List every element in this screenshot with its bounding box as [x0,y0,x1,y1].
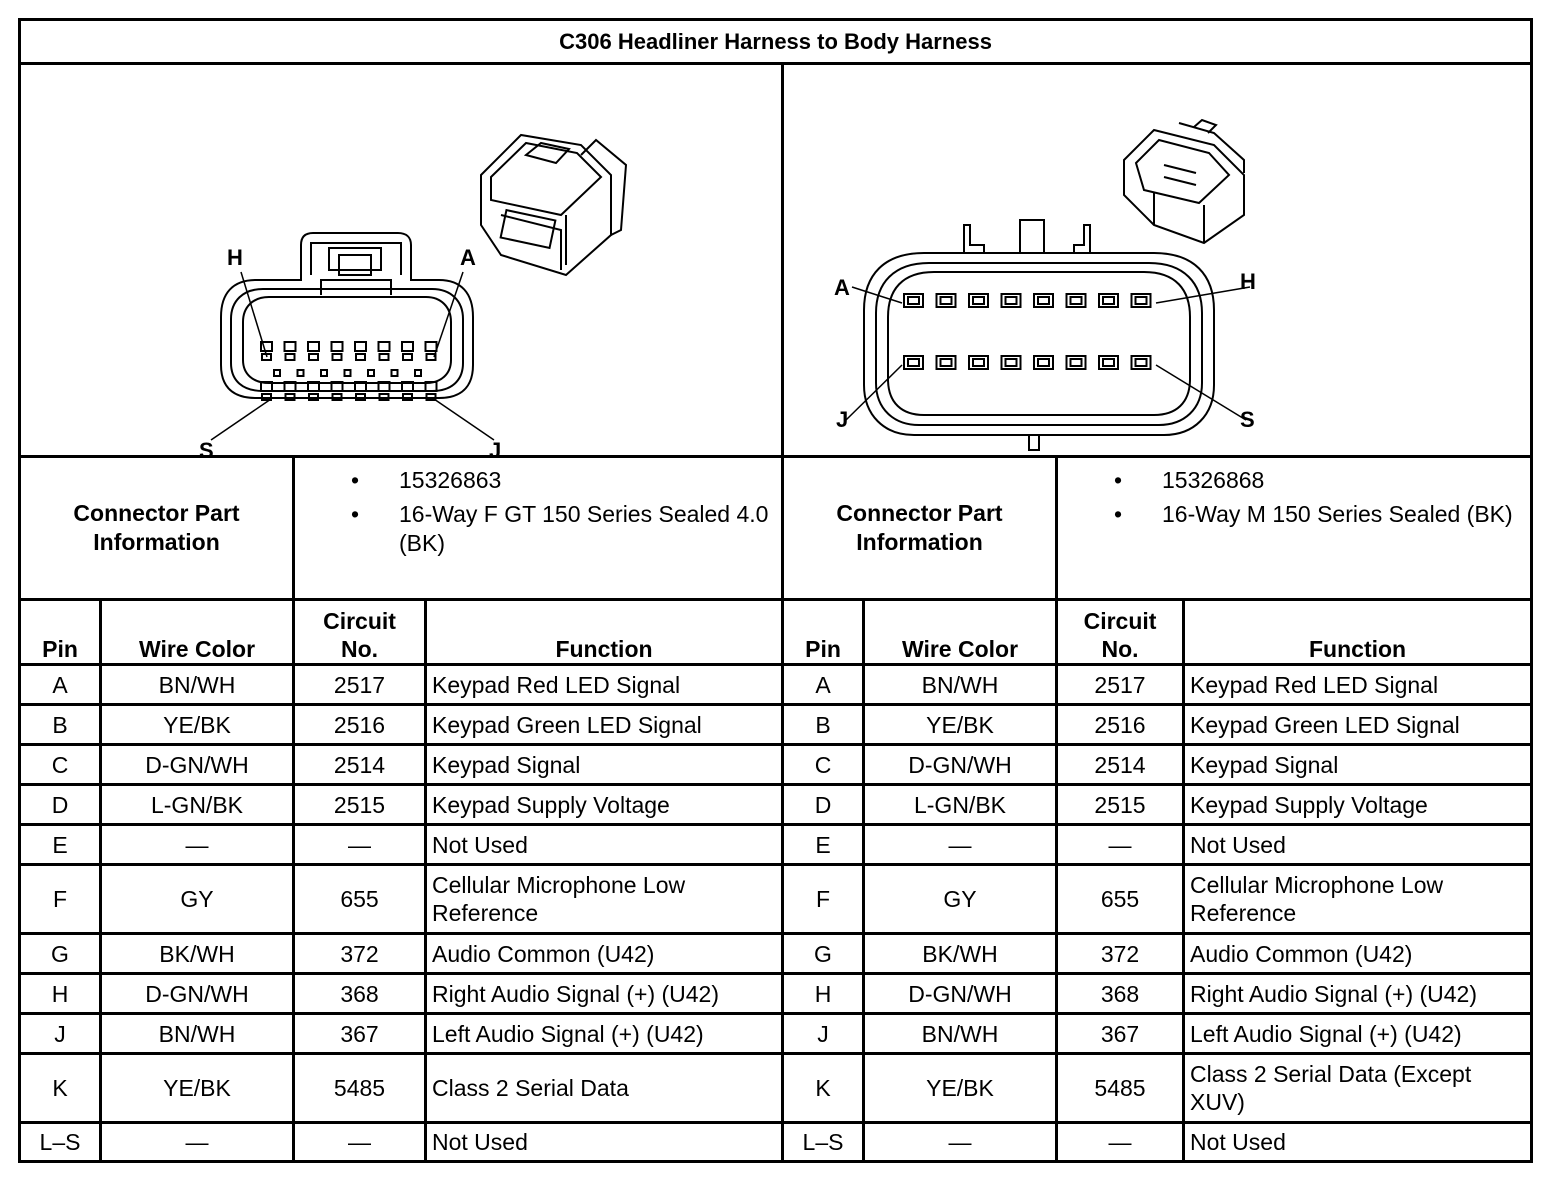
cavity-key [274,370,280,376]
table-row [20,974,1532,1014]
right-wire-cell: — [864,1123,1057,1162]
cavity-terminal [1038,359,1049,366]
cavity-terminal [1006,359,1017,366]
right-circuit-cell: 2516 [1057,705,1184,745]
right-function-cell: Keypad Supply Voltage [1184,785,1532,825]
left-function-cell: Right Audio Signal (+) (U42) [426,974,783,1014]
left-circuit-cell: 2515 [294,785,426,825]
left-wire-cell: YE/BK [101,705,294,745]
left-circuit-cell: 2514 [294,745,426,785]
right-function-cell: Audio Common (U42) [1184,934,1532,974]
col-pin-left: Pin [20,600,101,665]
table-row [20,865,1532,934]
left-pin-cell: H [20,974,101,1014]
cavity-terminal [973,297,984,304]
cavity-lock [380,354,389,360]
right-circuit-cell: 372 [1057,934,1184,974]
cavity-lock [403,354,412,360]
right-function-cell: Keypad Red LED Signal [1184,665,1532,705]
left-pin-cell: C [20,745,101,785]
cavity-key [392,370,398,376]
cavity [402,342,413,351]
right-pin-cell: J [783,1014,864,1054]
right-part-description: • 16-Way M 150 Series Sealed (BK) [1058,500,1530,529]
cavity [1132,294,1151,307]
female-connector-illustration [20,64,783,457]
cavity-terminal [1038,297,1049,304]
left-circuit-cell: 655 [294,865,426,934]
table-row [20,665,1532,705]
cavity [355,342,366,351]
left-part-number: • 15326863 [295,466,781,495]
right-wire-cell: L-GN/BK [864,785,1057,825]
cavity [969,356,988,369]
left-function-cell: Keypad Green LED Signal [426,705,783,745]
left-function-cell: Left Audio Signal (+) (U42) [426,1014,783,1054]
right-wire-cell: GY [864,865,1057,934]
right-function-cell: Cellular Microphone Low Reference [1184,865,1532,934]
left-pin-cell: D [20,785,101,825]
left-pin-cell: F [20,865,101,934]
right-part-number: • 15326868 [1058,466,1530,495]
right-connector-part-info [1057,457,1532,600]
col-circuit-left: Circuit No. [294,600,426,665]
cavity [285,342,296,351]
right-circuit-cell: 368 [1057,974,1184,1014]
right-circuit-cell: 2515 [1057,785,1184,825]
cavity-terminal [1071,359,1082,366]
table-row [20,825,1532,865]
page-title: C306 Headliner Harness to Body Harness [20,20,1532,64]
cavity-terminal [1071,297,1082,304]
right-pin-cell: G [783,934,864,974]
cavity-terminal [1006,297,1017,304]
cavity [1002,294,1021,307]
left-function-cell: Keypad Supply Voltage [426,785,783,825]
cavity-terminal [908,297,919,304]
cavity-terminal [941,359,952,366]
table-row [20,934,1532,974]
table-row [20,745,1532,785]
col-pin-right: Pin [783,600,864,665]
left-pin-cell: J [20,1014,101,1054]
left-function-cell: Audio Common (U42) [426,934,783,974]
callout-j-label-male: J [836,407,849,432]
left-circuit-cell: 5485 [294,1054,426,1123]
left-circuit-cell: 368 [294,974,426,1014]
cavity-terminal [941,297,952,304]
left-pin-cell: E [20,825,101,865]
right-function-cell: Class 2 Serial Data (Except XUV) [1184,1054,1532,1123]
right-circuit-cell: 2517 [1057,665,1184,705]
left-wire-cell: BK/WH [101,934,294,974]
callout-h-label: H [227,245,243,270]
left-wire-cell: L-GN/BK [101,785,294,825]
cavity [332,342,343,351]
left-circuit-cell: — [294,825,426,865]
cavity [1132,356,1151,369]
column-header-row [20,600,1532,665]
left-wire-cell: GY [101,865,294,934]
cavity [1099,294,1118,307]
connector-table [18,18,1533,1163]
left-function-cell: Keypad Red LED Signal [426,665,783,705]
right-pin-cell: L–S [783,1123,864,1162]
connector-sheet [18,18,1530,1186]
cavity [1034,294,1053,307]
left-pin-cell: A [20,665,101,705]
right-connector-info-label: Connector Part Information [783,457,1057,600]
right-circuit-cell: 367 [1057,1014,1184,1054]
cavity-terminal [973,359,984,366]
cavity [379,342,390,351]
cavity-lock [309,354,318,360]
left-part-description: • 16-Way F GT 150 Series Sealed 4.0 (BK) [295,500,781,558]
left-circuit-cell: 2516 [294,705,426,745]
col-function-right: Function [1184,600,1532,665]
callout-s-label-male: S [1240,407,1255,432]
cavity-lock [356,354,365,360]
left-pin-cell: K [20,1054,101,1123]
left-function-cell: Cellular Microphone Low Reference [426,865,783,934]
female-connector-iso-icon [481,135,626,275]
right-circuit-cell: 2514 [1057,745,1184,785]
table-row [20,785,1532,825]
cavity [937,356,956,369]
cavity-terminal [1103,297,1114,304]
table-row [20,1123,1532,1162]
right-wire-cell: BN/WH [864,1014,1057,1054]
callout-j-label: J [489,438,502,457]
cavity [937,294,956,307]
table-row [20,1054,1532,1123]
cavity-terminal [908,359,919,366]
left-wire-cell: YE/BK [101,1054,294,1123]
cavity [969,294,988,307]
callout-s-label: S [199,438,214,457]
cavity [1034,356,1053,369]
cavity [1067,294,1086,307]
right-function-cell: Left Audio Signal (+) (U42) [1184,1014,1532,1054]
left-connector-info-label: Connector Part Information [20,457,294,600]
left-wire-cell: BN/WH [101,665,294,705]
cavity-key [321,370,327,376]
left-connector-part-info [294,457,783,600]
cavity-lock [333,354,342,360]
left-wire-cell: — [101,825,294,865]
right-wire-cell: D-GN/WH [864,974,1057,1014]
cavity [1099,356,1118,369]
callout-a-label-male: A [834,275,850,300]
left-circuit-cell: 367 [294,1014,426,1054]
cavity [904,294,923,307]
left-function-cell: Not Used [426,1123,783,1162]
col-wire-color-right: Wire Color [864,600,1057,665]
col-circuit-right: Circuit No. [1057,600,1184,665]
left-wire-cell: — [101,1123,294,1162]
callout-a-label: A [460,245,476,270]
left-function-cell: Keypad Signal [426,745,783,785]
left-function-cell: Not Used [426,825,783,865]
left-circuit-cell: 2517 [294,665,426,705]
right-wire-cell: YE/BK [864,705,1057,745]
cavity-key [345,370,351,376]
cavity-terminal [1103,359,1114,366]
cavity [426,342,437,351]
right-pin-cell: D [783,785,864,825]
right-pin-cell: H [783,974,864,1014]
male-connector-iso-icon [1124,120,1244,243]
cavity-terminal [1136,297,1147,304]
left-function-cell: Class 2 Serial Data [426,1054,783,1123]
right-pin-cell: B [783,705,864,745]
cavity [904,356,923,369]
right-circuit-cell: 655 [1057,865,1184,934]
col-function-left: Function [426,600,783,665]
left-wire-cell: D-GN/WH [101,974,294,1014]
callout-h-label-male: H [1240,269,1256,294]
col-wire-color-left: Wire Color [101,600,294,665]
right-wire-cell: D-GN/WH [864,745,1057,785]
table-row [20,1014,1532,1054]
cavity-key [298,370,304,376]
right-pin-cell: K [783,1054,864,1123]
left-pin-cell: B [20,705,101,745]
cavity [1002,356,1021,369]
left-circuit-cell: 372 [294,934,426,974]
left-wire-cell: D-GN/WH [101,745,294,785]
right-function-cell: Not Used [1184,1123,1532,1162]
right-wire-cell: YE/BK [864,1054,1057,1123]
right-pin-cell: F [783,865,864,934]
right-pin-cell: C [783,745,864,785]
right-function-cell: Right Audio Signal (+) (U42) [1184,974,1532,1014]
table-row [20,705,1532,745]
male-connector-drawing [784,65,1532,457]
right-circuit-cell: — [1057,825,1184,865]
right-function-cell: Keypad Green LED Signal [1184,705,1532,745]
right-wire-cell: BN/WH [864,665,1057,705]
cavity [308,342,319,351]
right-function-cell: Keypad Signal [1184,745,1532,785]
cavity-key [368,370,374,376]
right-pin-cell: A [783,665,864,705]
cavity [1067,356,1086,369]
cavity-key [415,370,421,376]
right-pin-cell: E [783,825,864,865]
left-pin-cell: G [20,934,101,974]
cavity-terminal [1136,359,1147,366]
male-connector-illustration [783,64,1532,457]
right-circuit-cell: — [1057,1123,1184,1162]
right-wire-cell: BK/WH [864,934,1057,974]
right-wire-cell: — [864,825,1057,865]
left-pin-cell: L–S [20,1123,101,1162]
female-connector-drawing [21,65,781,457]
cavity-lock [286,354,295,360]
right-circuit-cell: 5485 [1057,1054,1184,1123]
right-function-cell: Not Used [1184,825,1532,865]
left-wire-cell: BN/WH [101,1014,294,1054]
left-circuit-cell: — [294,1123,426,1162]
